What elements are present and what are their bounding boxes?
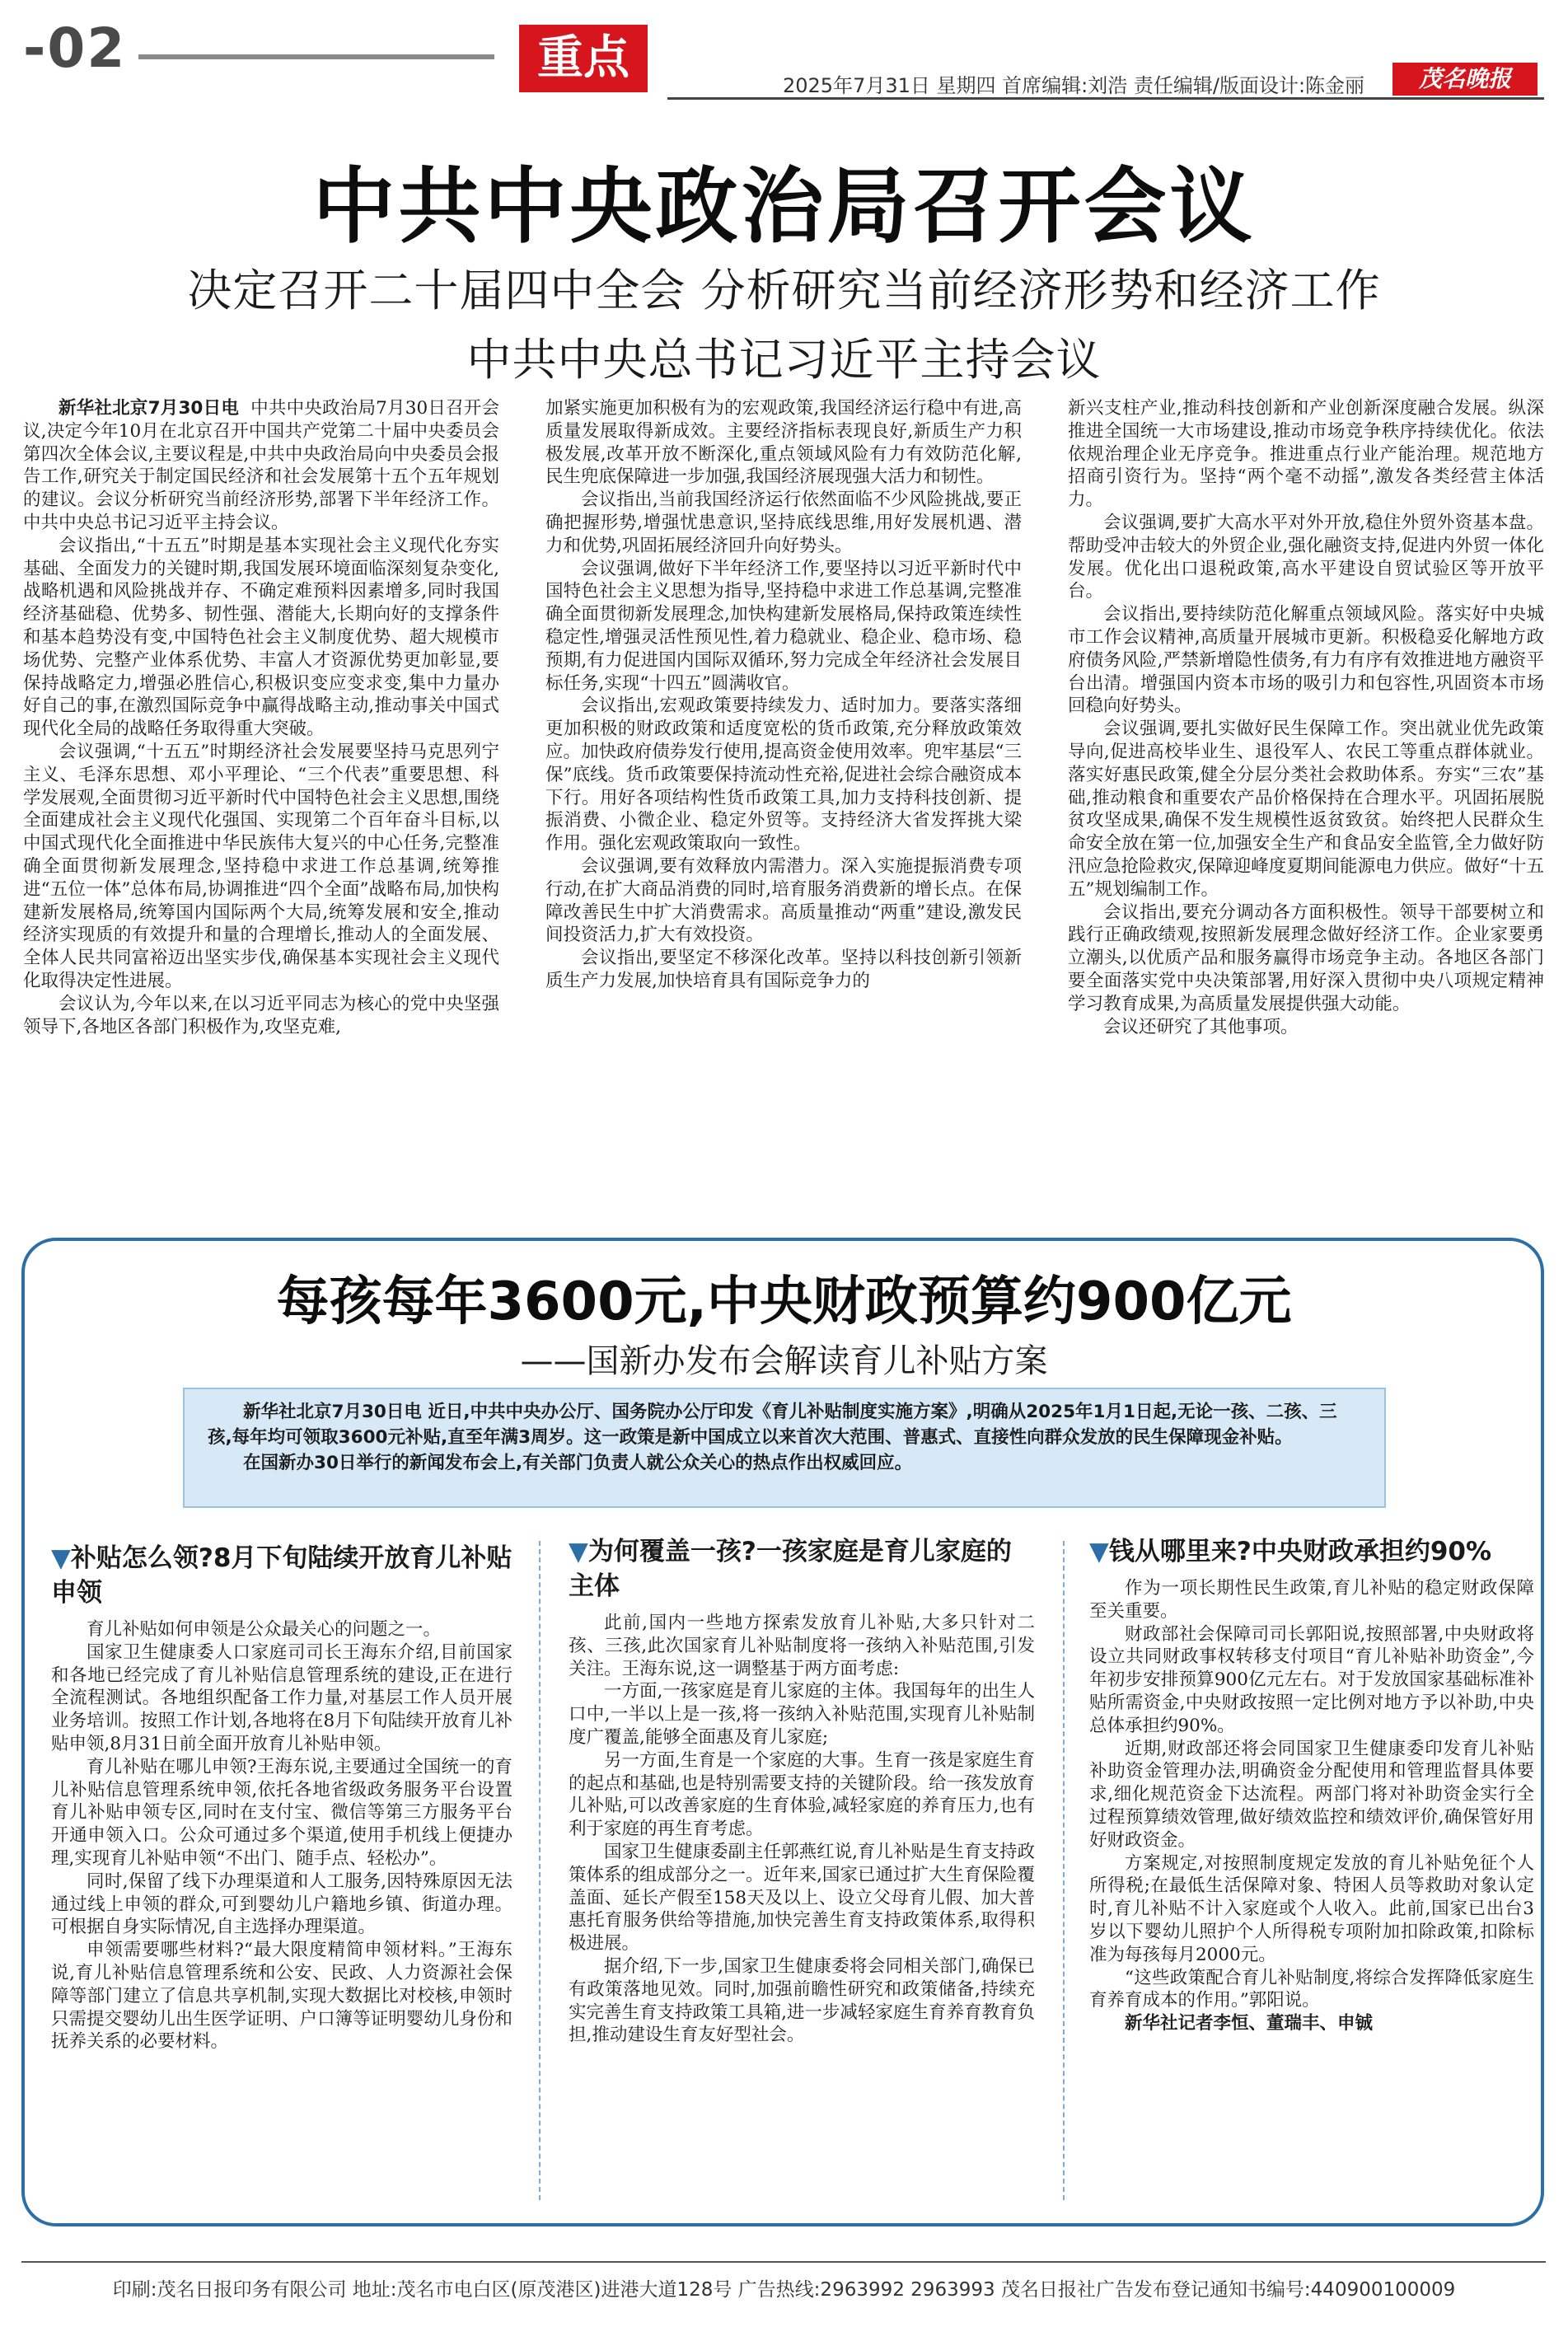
section-paragraph: 另一方面,生育是一个家庭的大事。生育一孩是家庭生育的起点和基础,也是特别需要支持的关键阶段。给一孩发放育儿补贴,可以改善家庭的生育体验,减轻家庭的养育压力,也有利于家庭的再生育考虑。 <box>569 1749 1035 1840</box>
section-paragraph: 一方面,一孩家庭是育儿家庭的主体。我国每年的出生人口中,一半以上是一孩,将一孩纳入补贴范围,实现育儿补贴制度广覆盖,能够全面惠及育儿家庭; <box>569 1681 1035 1748</box>
article-paragraph: 会议指出,要坚定不移深化改革。坚持以科技创新引领新质生产力发展,加快培育具有国际竞争力的 <box>545 948 1022 991</box>
column-divider <box>539 1541 541 2200</box>
triangle-icon: ▼ <box>1089 1537 1109 1566</box>
feature-lead <box>183 1388 1386 1508</box>
article-paragraph: 会议指出,要充分调动各方面积极性。领导干部要树立和践行正确政绩观,按照新发展理念做好经济工作。企业家要勇立潮头,以优质产品和服务赢得市场竞争主动。各地区各部门要全面落实党中央决策部署,用好深入贯彻中央八项规定精神学习教育成果,为高质量发展提供强大动能。 <box>1068 901 1544 1014</box>
section-paragraph: 此前,国内一些地方探索发放育儿补贴,大多只针对二孩、三孩,此次国家育儿补贴制度将一孩纳入补贴范围,引发关注。王海东说,这一调整基于两方面考虑: <box>569 1613 1035 1679</box>
article-paragraph: 会议指出,“十五五”时期是基本实现社会主义现代化夯实基础、全面发力的关键时期,我国发展环境面临深刻复杂变化,战略机遇和风险挑战并存、不确定难预料因素增多,同时我国经济基础稳、优势多、韧性强、潜能大,长期向好的支撑条件和基本趋势没有变,中国特色社会主义制度优势、超大规模市场优势、完整产业体系优势、丰富人才资源优势更加彰显,要保持战略定力,增强必胜信心,积极识变应变求变,集中力量办好自己的事,在激烈国际竞争中赢得战略主动,推动事关中国式现代化全局的战略任务取得重大突破。 <box>23 535 499 740</box>
lead-paragraph: 新华社北京7月30日电 近日,中共中央办公厅、国务院办公厅印发《育儿补贴制度实施方案》,明确从2025年1月1日起,无论一孩、二孩、三孩,每年均可领取3600元补贴,直至年满3周岁。这一政策是新中国成立以来首次大范围、普惠式、直接性向群众发放的民生保障现金补贴。 <box>208 1402 1337 1448</box>
article-paragraph: 会议强调,要扎实做好民生保障工作。突出就业优先政策导向,促进高校毕业生、退役军人、农民工等重点群体就业。落实好惠民政策,健全分层分类社会救助体系。夯实“三农”基础,推动粮食和重要农产品价格保持在合理水平。巩固拓展脱贫攻坚成果,确保不发生规模性返贫致贫。始终把人民群众生命安全放在第一位,加强安全生产和食品安全监管,全力做好防汛应急抢险救灾,保障迎峰度夏期间能源电力供应。做好“十五五”规划编制工作。 <box>1068 719 1544 900</box>
header-rule <box>138 54 494 59</box>
imprint-footer: 印刷:茂名日报印务有限公司 地址:茂名市电白区(原茂港区)进港大道128号 广告热线:2963992 2963993 茂名日报社广告发布登记通知书编号:440900100009 <box>112 2279 1456 2301</box>
page-header <box>0 0 1568 105</box>
section-paragraph: 据介绍,下一步,国家卫生健康委将会同相关部门,确保已有政策落地见效。同时,加强前瞻性研究和政策储备,持续充实完善生育支持政策工具箱,进一步减轻家庭生育养育教育负担,推动建设生育友好型社会。 <box>569 1955 1035 2046</box>
triangle-icon: ▼ <box>51 1543 71 1573</box>
triangle-icon: ▼ <box>569 1537 588 1566</box>
section-paragraph: 方案规定,对按照制度规定发放的育儿补贴免征个人所得税;在最低生活保障对象、特困人员等救助对象认定时,育儿补贴不计入家庭或个人收入。此前,国家已出台3岁以下婴幼儿照护个人所得税专项附加扣除政策,扣除标准为每孩每月2000元。 <box>1089 1852 1534 1965</box>
header-underline <box>667 97 1544 100</box>
section-paragraph: 申领需要哪些材料?“最大限度精简申领材料。”王海东说,育儿补贴信息管理系统和公安、民政、人力资源社会保障等部门建立了信息共享机制,实现大数据比对校核,申领时只需提交婴幼儿出生医学证明、户口簿等证明婴幼儿身份和抚养关系的必要材料。 <box>51 1940 513 2053</box>
section-paragraph: 近期,财政部还将会同国家卫生健康委印发育儿补贴补助资金管理办法,明确资金分配使用和管理监督具体要求,细化规范资金下达流程。两部门将对补助资金实行全过程预算绩效管理,做好绩效监控和绩效评价,确保管好用好财政资金。 <box>1089 1738 1534 1851</box>
section-paragraph: 国家卫生健康委副主任郭燕红说,育儿补贴是生育支持政策体系的组成部分之一。近年来,国家已通过扩大生育保险覆盖面、延长产假至158天及以上、设立父母育儿假、加大普惠托育服务供给等措施,加快完善生育支持政策体系,取得积极进展。 <box>569 1841 1035 1955</box>
article-paragraph: 新华社北京7月30日电 中共中央政治局7月30日召开会议,决定今年10月在北京召开中国共产党第二十届中央委员会第四次全体会议,主要议程是,中共中央政治局向中央委员会报告工作,研究关于制定国民经济和社会发展第十五个五年规划的建议。会议分析研究当前经济形势,部署下半年经济工作。中共中央总书记习近平主持会议。 <box>23 398 499 533</box>
section-paragraph: 育儿补贴如何申领是公众最关心的问题之一。 <box>87 1619 442 1640</box>
section-body <box>569 1612 1035 2047</box>
article-paragraph: 会议强调,做好下半年经济工作,要坚持以习近平新时代中国特色社会主义思想为指导,坚持稳中求进工作总基调,完整准确全面贯彻新发展理念,加快构建新发展格局,保持政策连续性稳定性,增强灵活性预见性,着力稳就业、稳企业、稳市场、稳预期,有力促进国内国际双循环,努力完成全年经济社会发展目标任务,实现“十四五”圆满收官。 <box>545 558 1022 694</box>
feature-section-apply <box>51 1541 513 2053</box>
article-subtitle-1: 决定召开二十届四中全会 分析研究当前经济形势和经济工作 <box>187 265 1381 316</box>
section-body <box>1089 1577 1534 2035</box>
article-title: 中共中央政治局召开会议 <box>312 158 1256 255</box>
article-subtitle-2: 中共中央总书记习近平主持会议 <box>466 334 1102 386</box>
page-number: -02 <box>23 16 127 80</box>
article-paragraph: 会议认为,今年以来,在以习近平同志为核心的党中央坚强领导下,各地区各部门积极作为,攻坚克难, <box>23 993 499 1037</box>
section-heading: ▼钱从哪里来?中央财政承担约90% <box>1089 1537 1492 1566</box>
edition-info: 2025年7月31日 星期四 首席编辑:刘浩 责任编辑/版面设计:陈金丽 <box>783 74 1365 97</box>
dateline: 新华社北京7月30日电 <box>59 398 240 419</box>
section-paragraph: 财政部社会保障司司长郭阳说,按照部署,中央财政将设立共同财政事权转移支付项目“育儿补贴补助资金”,今年初步安排预算900亿元左右。对于发放国家基础标准补贴所需资金,中央财政按照一定比例对地方予以补助,中央总体承担约90%。 <box>1089 1623 1534 1736</box>
byline: 新华社记者李恒、董瑞丰、申铖 <box>1125 2013 1374 2034</box>
section-paragraph: 国家卫生健康委人口家庭司司长王海东介绍,目前国家和各地已经完成了育儿补贴信息管理系统的建设,正在进行全流程测试。各地组织配备工作力量,对基层工作人员开展业务培训。按照工作计划,各地将在8月下旬陆续开放育儿补贴申领,8月31日前全面开放育儿补贴申领。 <box>51 1641 513 1754</box>
article-paragraph: 会议强调,要扩大高水平对外开放,稳住外贸外资基本盘。帮助受冲击较大的外贸企业,强化融资支持,促进内外贸一体化发展。优化出口退税政策,高水平建设自贸试验区等开放平台。 <box>1068 512 1544 602</box>
column-divider <box>1063 1541 1065 2200</box>
article-paragraph: 会议强调,“十五五”时期经济社会发展要坚持马克思列宁主义、毛泽东思想、邓小平理论、“三个代表”重要思想、科学发展观,全面贯彻习近平新时代中国特色社会主义思想,围绕全面建成社会主义现代化强国、实现第二个百年奋斗目标,以中国式现代化全面推进中华民族伟大复兴的中心任务,完整准确全面贯彻新发展理念,坚持稳中求进工作总基调,统筹推进“五位一体”总体布局,协调推进“四个全面”战略布局,加快构建新发展格局,统筹国内国际两个大局,统筹发展和安全,推动经济实现质的有效提升和量的合理增长,推动人的全面发展、全体人民共同富裕迈出坚实步伐,确保基本实现社会主义现代化取得决定性进展。 <box>23 741 499 991</box>
article-column-1 <box>23 397 499 1038</box>
feature-title: 每孩每年3600元,中央财政预算约900亿元 <box>276 1271 1292 1332</box>
article-paragraph: 加紧实施更加积极有为的宏观政策,我国经济运行稳中有进,高质量发展取得新成效。主要经济指标表现良好,新质生产力积极发展,改革开放不断深化,重点领域风险有力有效防范化解,民生兜底保障进一步加强,我国经济展现强大活力和韧性。 <box>545 398 1022 488</box>
section-paragraph: 同时,保留了线下办理渠道和人工服务,因特殊原因无法通过线上申领的群众,可到婴幼儿户籍地乡镇、街道办理。可根据自身实际情况,自主选择办理渠道。 <box>51 1870 513 1938</box>
article-paragraph: 新兴支柱产业,推动科技创新和产业创新深度融合发展。纵深推进全国统一大市场建设,推动市场竞争秩序持续优化。依法依规治理企业无序竞争。推进重点行业产能治理。规范地方招商引资行为。坚持“两个毫不动摇”,激发各类经营主体活力。 <box>1068 398 1544 511</box>
article-column-2 <box>545 397 1022 993</box>
section-tag: 重点 <box>519 25 648 92</box>
lead-paragraph: 在国新办30日举行的新闻发布会上,有关部门负责人就公众关心的热点作出权威回应。 <box>243 1453 913 1473</box>
article-paragraph: 会议还研究了其他事项。 <box>1103 1016 1299 1037</box>
section-heading: ▼补贴怎么领?8月下旬陆续开放育儿补贴申领 <box>51 1543 513 1608</box>
article-paragraph: 会议强调,要有效释放内需潜力。深入实施提振消费专项行动,在扩大商品消费的同时,培育服务消费新的增长点。在保障改善民生中扩大消费需求。高质量推动“两重”建设,激发民间投资活力,扩大有效投资。 <box>545 855 1022 946</box>
section-paragraph: “这些政策配合育儿补贴制度,将综合发挥降低家庭生育养育成本的作用。”郭阳说。 <box>1089 1967 1534 2011</box>
feature-subtitle: ——国新办发布会解读育儿补贴方案 <box>520 1342 1048 1380</box>
newspaper-logo: 茂名晚报 <box>1392 63 1538 96</box>
feature-section-first-child <box>569 1534 1035 2047</box>
feature-section-funding <box>1089 1534 1534 2035</box>
footer-rule <box>21 2261 1546 2263</box>
article-paragraph: 会议指出,要持续防范化解重点领域风险。落实好中央城市工作会议精神,高质量开展城市更新。积极稳妥化解地方政府债务风险,严禁新增隐性债务,有力有序有效推进地方融资平台出清。增强国内资本市场的吸引力和包容性,巩固资本市场回稳向好势头。 <box>1068 604 1544 717</box>
article-paragraph: 会议指出,当前我国经济运行依然面临不少风险挑战,要正确把握形势,增强忧患意识,坚持底线思维,用好发展机遇、潜力和优势,巩固拓展经济回升向好势头。 <box>545 489 1022 556</box>
section-body <box>51 1618 513 2053</box>
article-column-3 <box>1068 397 1544 1038</box>
section-paragraph: 育儿补贴在哪儿申领?王海东说,主要通过全国统一的育儿补贴信息管理系统申领,依托各地省级政务服务平台设置育儿补贴申领专区,同时在支付宝、微信等第三方服务平台开通申领入口。公众可通过多个渠道,使用手机线上便捷办理,实现育儿补贴申领“不出门、随手点、轻松办”。 <box>51 1756 513 1869</box>
article-paragraph: 会议指出,宏观政策要持续发力、适时加力。要落实落细更加积极的财政政策和适度宽松的货币政策,充分释放政策效应。加快政府债券发行使用,提高资金使用效率。兜牢基层“三保”底线。货币政策要保持流动性充裕,促进社会综合融资成本下行。用好各项结构性货币政策工具,加力支持科技创新、提振消费、小微企业、稳定外贸等。支持经济大省发挥挑大梁作用。强化宏观政策取向一致性。 <box>545 695 1022 854</box>
section-paragraph: 作为一项长期性民生政策,育儿补贴的稳定财政保障至关重要。 <box>1089 1578 1534 1622</box>
section-heading: ▼为何覆盖一孩?一孩家庭是育儿家庭的主体 <box>569 1537 1012 1601</box>
